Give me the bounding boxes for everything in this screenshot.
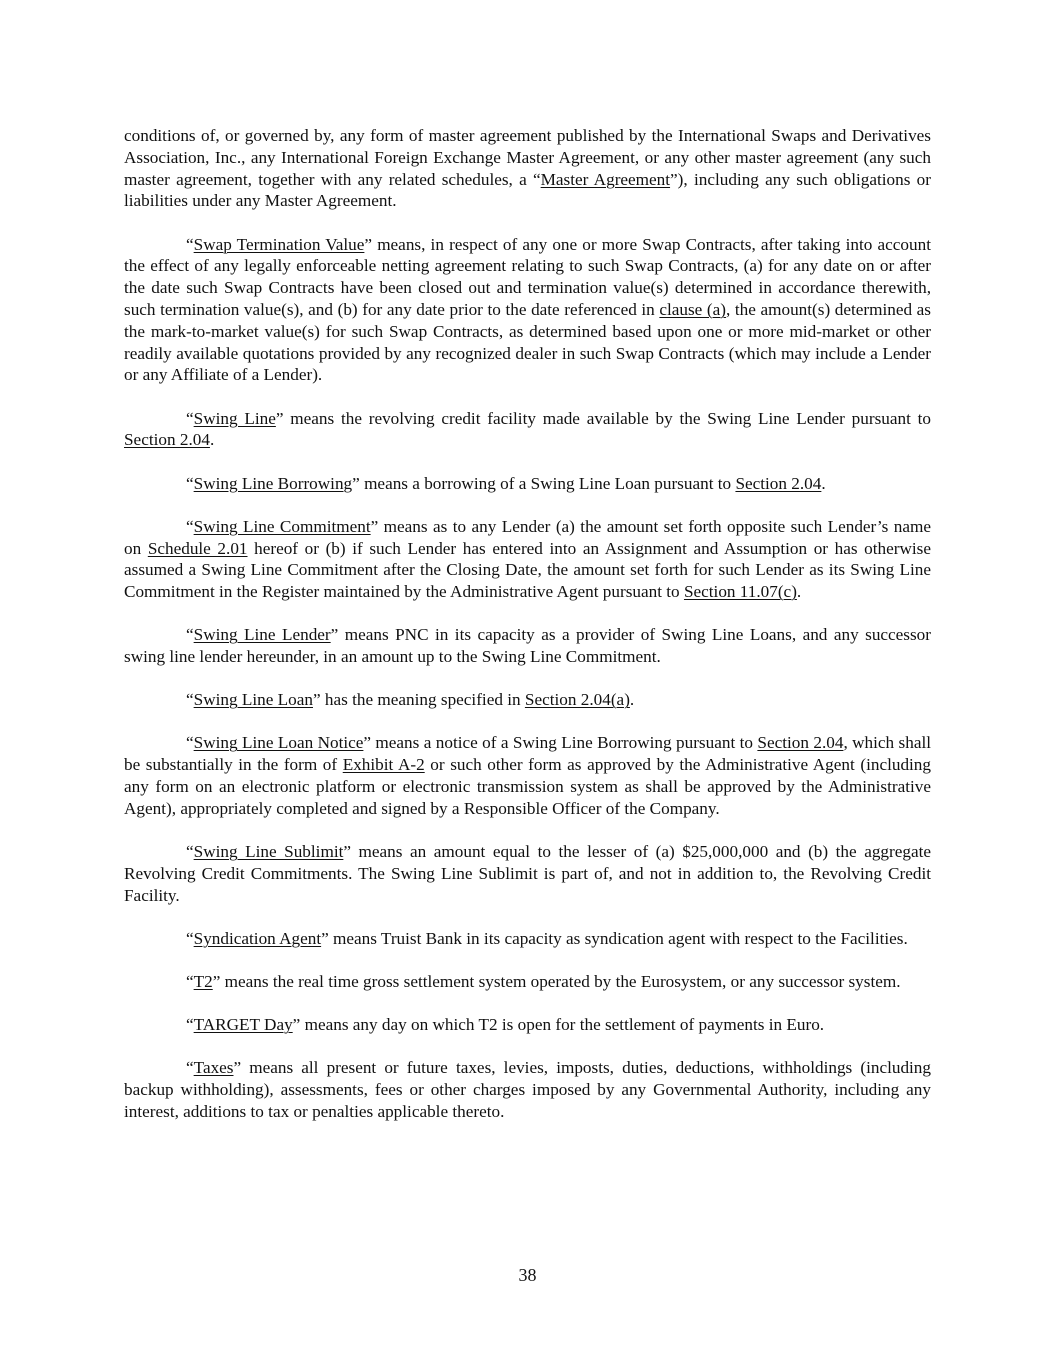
defined-term-reference: Swap Termination Value <box>193 234 365 254</box>
paragraph-text: ” has the meaning specified in <box>312 690 525 710</box>
page-number: 38 <box>518 1265 537 1285</box>
paragraph-text: hereof or (b) if such Lender has entered into an Assignment and Assumption or has otherwise assumed a Swing Line Commitment after the Closing Date, the amount set forth for such Lender as its Swing Line Commitment in the Register maintained by the Administrative Agent pursuant to <box>124 538 931 602</box>
defined-term-reference: Section 2.04 <box>735 473 822 493</box>
paragraph-text: “ <box>186 408 194 428</box>
paragraph-text: ” means Truist Bank in its capacity as syndication agent with respect to the Facilities. <box>321 928 908 948</box>
paragraph-text: “ <box>186 733 194 753</box>
defined-term-reference: clause (a) <box>659 299 726 319</box>
paragraph <box>124 971 931 993</box>
defined-term-reference: Exhibit A-2 <box>342 755 425 775</box>
defined-term-reference: Swing Line Loan <box>193 690 313 710</box>
document-body <box>124 125 931 1144</box>
paragraph-text: , the amount(s) determined as the mark-to-market value(s) for such Swap Contracts, as determined based upon one or more mid-market or other readily available quotations provided by any recognized dealer in such Swap Contracts (which may include a Lender or any Affiliate of a Lender). <box>124 299 931 385</box>
defined-term-reference: Swing Line <box>193 408 276 428</box>
paragraph <box>124 928 931 950</box>
paragraph-text: ” means the revolving credit facility made available by the Swing Line Lender pursuant to <box>275 408 931 428</box>
paragraph-text: ” means an amount equal to the lesser of (a) $25,000,000 and (b) the aggregate Revolving Credit Commitments. The Swing Line Sublimit is part of, and not in addition to, the Revolving Credit Facility. <box>124 842 931 905</box>
paragraph-text: ” means, in respect of any one or more Swap Contracts, after taking into account the effect of any legally enforceable netting agreement relating to such Swap Contracts, (a) for any date on or after the date such Swap Contracts have been closed out and termination value(s) determined in accordance therewith, such termination value(s), and (b) for any date prior to the date referenced in <box>124 234 931 319</box>
paragraph-text: or such other form as approved by the Administrative Agent (including any form on an electronic platform or electronic transmission system as shall be approved by the Administrative Agent), appropriately completed and signed by a Responsible Officer of the Company. <box>124 755 931 818</box>
defined-term-reference: Section 11.07(c) <box>683 582 797 602</box>
paragraph-text: ” means any day on which T2 is open for the settlement of payments in Euro. <box>292 1015 825 1035</box>
paragraph <box>124 234 931 387</box>
paragraph-text: . <box>796 582 802 602</box>
paragraph <box>124 473 931 495</box>
defined-term-reference: T2 <box>193 972 213 992</box>
paragraph-text: “ <box>186 842 194 862</box>
paragraph-text: . <box>629 690 635 710</box>
paragraph <box>124 1057 931 1122</box>
paragraph-text: “ <box>186 625 194 645</box>
defined-term-reference: Schedule 2.01 <box>147 538 248 558</box>
paragraph <box>124 841 931 906</box>
paragraph-text: ” means all present or future taxes, levies, imposts, duties, deductions, withholdings (including backup withholding), assessments, fees or other charges imposed by any Governmental Authority, including any interest, additions to tax or penalties applicable thereto. <box>124 1058 931 1121</box>
paragraph-text: “ <box>186 972 194 992</box>
paragraph-text: conditions of, or governed by, any form of master agreement published by the International Swaps and Derivatives Association, Inc., any International Foreign Exchange Master Agreement, or any other master agreement (any such master agreement, together with any related schedules, a “ <box>124 126 931 189</box>
defined-term-reference: Taxes <box>193 1058 234 1078</box>
defined-term-reference: Section 2.04(a) <box>524 690 630 710</box>
paragraph-text: ”), including any such obligations or liabilities under any Master Agreement. <box>124 169 931 211</box>
paragraph <box>124 689 931 711</box>
paragraph <box>124 408 931 452</box>
defined-term-reference: Section 2.04 <box>124 430 210 450</box>
defined-term-reference: Swing Line Lender <box>193 625 331 645</box>
defined-term-reference: TARGET Day <box>193 1015 293 1035</box>
paragraph <box>124 732 931 819</box>
paragraph-text: ” means a borrowing of a Swing Line Loan pursuant to <box>352 473 736 493</box>
paragraph-text: ” means a notice of a Swing Line Borrowing pursuant to <box>363 733 758 753</box>
paragraph-text: “ <box>186 1015 194 1035</box>
paragraph-text: “ <box>186 690 194 710</box>
defined-term-reference: Swing Line Commitment <box>193 516 371 536</box>
paragraph-text: . <box>209 430 215 450</box>
defined-term-reference: Master Agreement <box>540 169 671 189</box>
paragraph-text: “ <box>186 1058 194 1078</box>
paragraph <box>124 624 931 668</box>
defined-term-reference: Syndication Agent <box>193 928 322 948</box>
paragraph-text: , which shall be substantially in the form of <box>124 733 932 775</box>
paragraph-text: . <box>821 473 826 493</box>
paragraph-text: ” means the real time gross settlement system operated by the Eurosystem, or any successor system. <box>212 972 901 992</box>
defined-term-reference: Swing Line Sublimit <box>193 842 344 862</box>
paragraph <box>124 1014 931 1036</box>
defined-term-reference: Swing Line Loan Notice <box>193 733 364 753</box>
paragraph-text: “ <box>186 473 194 493</box>
paragraph-text: “ <box>186 234 194 254</box>
defined-term-reference: Section 2.04 <box>757 733 844 753</box>
paragraph-text: ” means as to any Lender (a) the amount set forth opposite such Lender’s name on <box>124 516 931 558</box>
paragraph <box>124 516 931 603</box>
paragraph <box>124 125 931 212</box>
defined-term-reference: Swing Line Borrowing <box>193 473 353 493</box>
paragraph-text: “ <box>186 928 194 948</box>
paragraph-text: “ <box>186 516 194 536</box>
paragraph-text: ” means PNC in its capacity as a provider of Swing Line Loans, and any successor swing line lender hereunder, in an amount up to the Swing Line Commitment. <box>124 625 931 667</box>
